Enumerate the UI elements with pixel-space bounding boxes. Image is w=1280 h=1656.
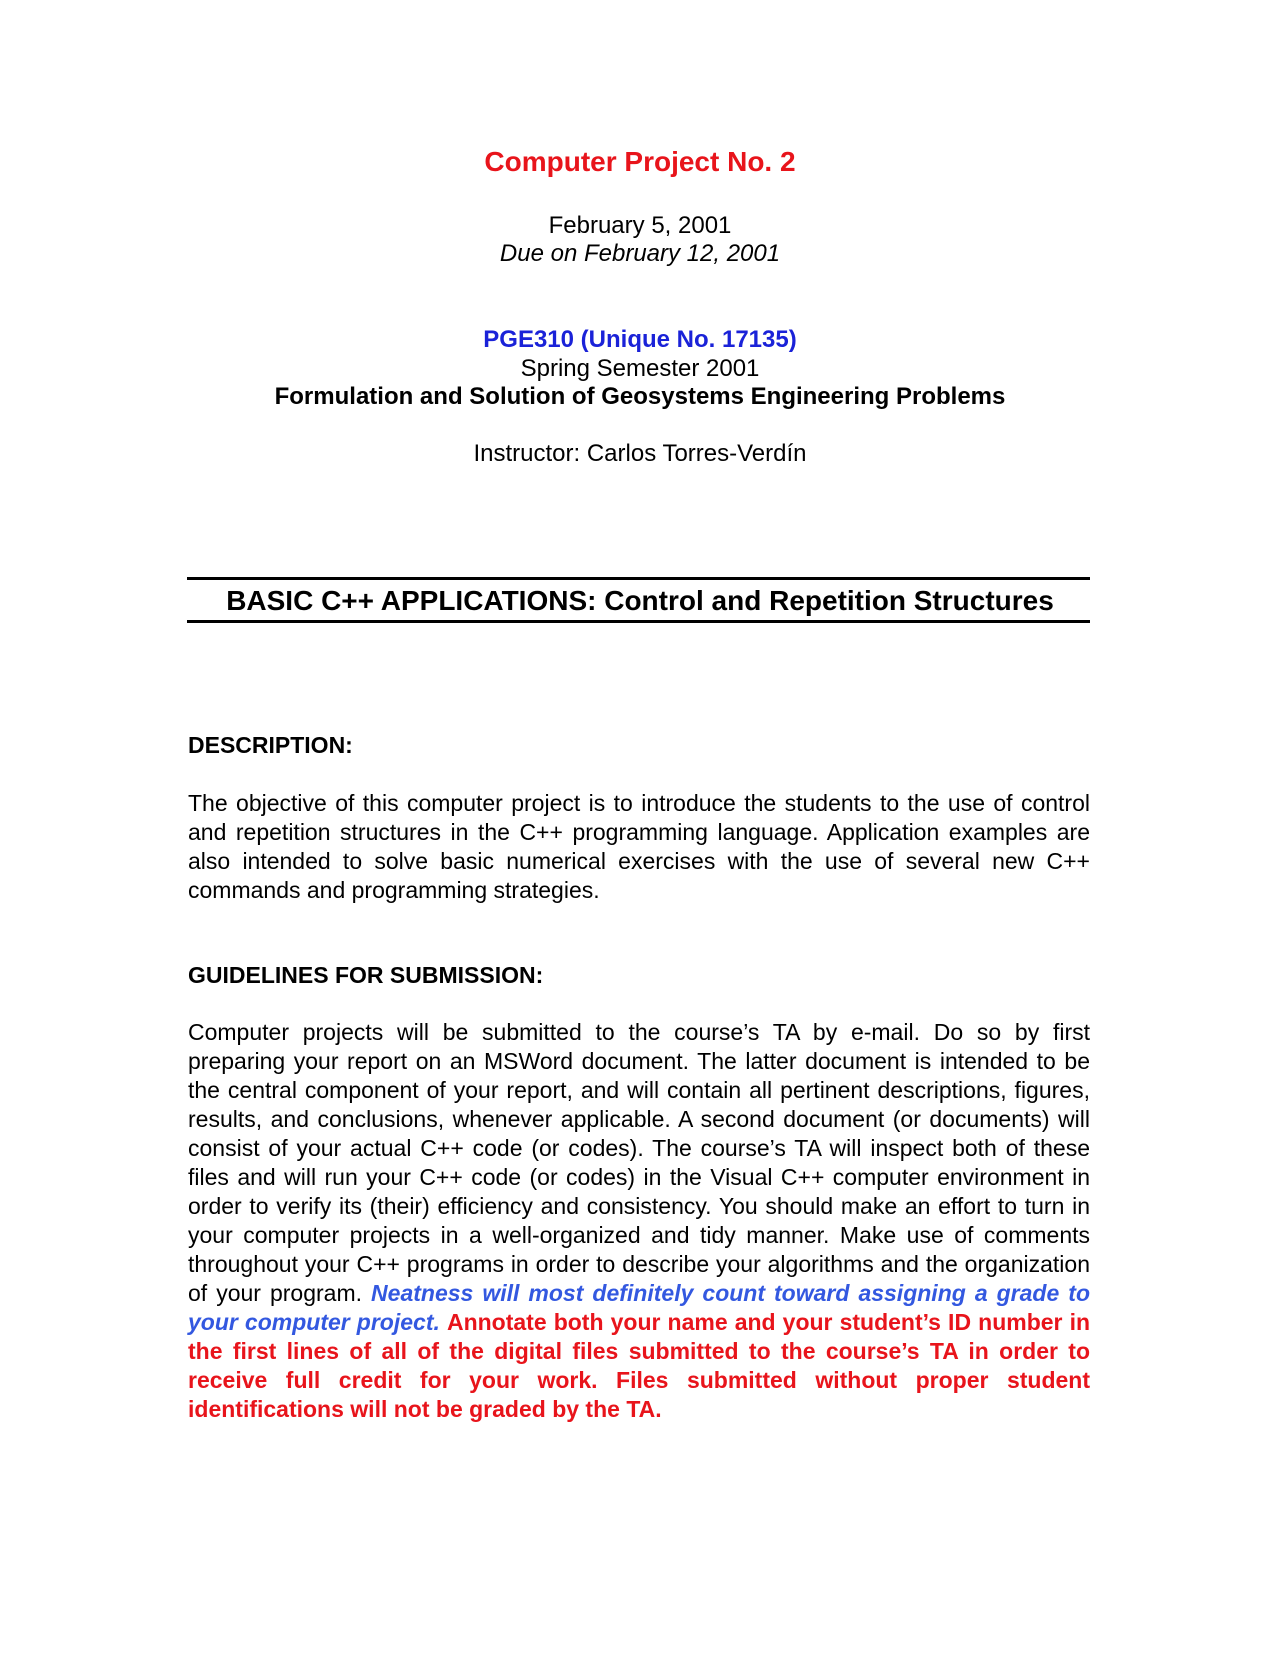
description-paragraph: The objective of this computer project is to introduce the students to the use of control and repetition structures in the C++ programming language. Application examples are also intended to solve basic numerical exercises with the use of several new C++ commands and programming strategies.	[188, 790, 1090, 903]
semester: Spring Semester 2001	[520, 355, 760, 382]
guidelines-text-plain: Computer projects will be submitted to the course’s TA by e-mail. Do so by first preparing your report on an MSWord document. The latter document is intended to be the central component of your report, and will contain all pertinent descriptions, figures, results, and conclusions, whenever applicable. A second document (or documents) will consist of your actual C++ code (or codes). The course’s TA will inspect both of these files and will run your C++ code (or codes) in the Visual C++ computer environment in order to verify its (their) efficiency and consistency. You should make an effort to turn in your computer projects in a well-organized and tidy manner. Make use of comments throughout your C++ programs in order to describe your algorithms and the organization of your program.	[188, 1019, 1090, 1306]
course-code: PGE310 (Unique No. 17135)	[483, 326, 797, 353]
identification-warning: Annotate both your name and your student’s ID number in the first lines of all of the digital files submitted to the course’s TA in order to receive full credit for your work. Files submitted without proper student identifications will not be graded by the TA.	[188, 1309, 1091, 1422]
guidelines-heading: GUIDELINES FOR SUBMISSION:	[188, 962, 544, 988]
course-title: Formulation and Solution of Geosystems Engineering Problems	[274, 383, 1006, 410]
section-title: BASIC C++ APPLICATIONS: Control and Repetition Structures	[226, 585, 1054, 616]
guidelines-paragraph	[188, 1018, 1090, 1424]
due-date: Due on February 12, 2001	[499, 240, 781, 267]
section-rule-bottom	[187, 620, 1090, 623]
project-title: Computer Project No. 2	[484, 146, 796, 177]
section-rule-top	[187, 577, 1090, 580]
instructor: Instructor: Carlos Torres-Verdín	[473, 440, 807, 467]
issue-date: February 5, 2001	[548, 212, 732, 239]
description-heading: DESCRIPTION:	[188, 732, 353, 758]
neatness-emphasis: Neatness will most definitely count toward assigning a grade to your computer project.	[188, 1280, 1090, 1335]
